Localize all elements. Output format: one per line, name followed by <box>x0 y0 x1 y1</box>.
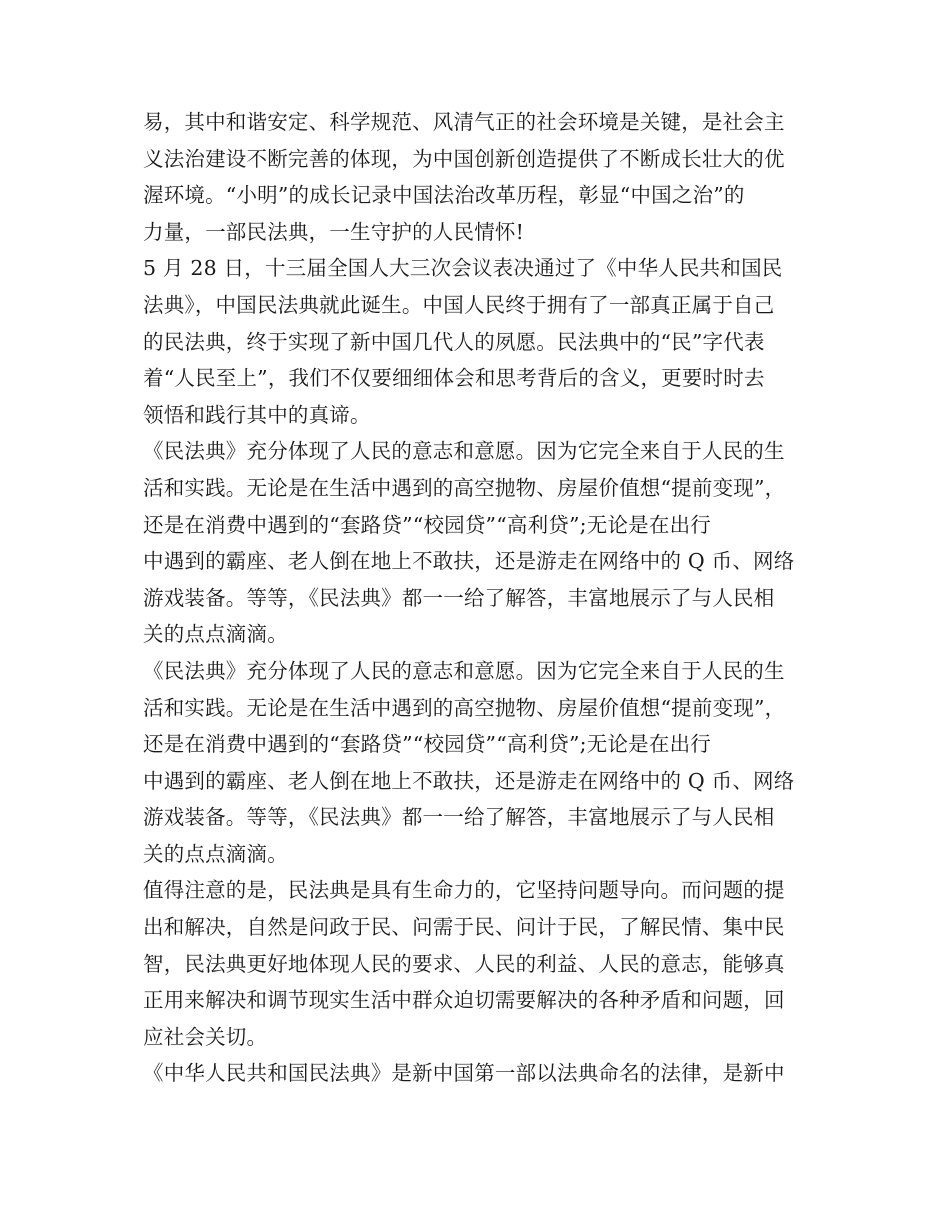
text-line: 领悟和践行其中的真谛。 <box>143 402 371 427</box>
document-body <box>143 104 823 1092</box>
text-line: 智，民法典更好地体现人民的要求、人民的利益、人民的意志，能够真 <box>143 951 785 976</box>
text-line: 游戏装备。等等，《民法典》都一一给了解答，丰富地展示了与人民相 <box>143 805 775 830</box>
text-line: 中遇到的霸座、老人倒在地上不敢扶，还是游走在网络中的 Q 币、网络 <box>143 549 795 574</box>
text-line: 5 月 28 日，十三届全国人大三次会议表决通过了《中华人民共和国民 <box>143 256 783 281</box>
text-line: 应社会关切。 <box>143 1024 268 1049</box>
text-line: 渥环境。“小明”的成长记录中国法治改革历程，彰显“中国之治”的 <box>143 183 745 208</box>
text-line: 还是在消费中遇到的“套路贷”“校园贷”“高利贷”;无论是在出行 <box>143 732 711 757</box>
text-line: 关的点点滴滴。 <box>143 841 288 866</box>
text-line: 关的点点滴滴。 <box>143 622 288 647</box>
text-line: 《中华人民共和国民法典》是新中国第一部以法典命名的法律，是新中 <box>143 1061 785 1086</box>
text-line: 值得注意的是，民法典是具有生命力的，它坚持问题导向。而问题的提 <box>143 878 785 903</box>
text-line: 《民法典》充分体现了人民的意志和意愿。因为它完全来自于人民的生 <box>143 658 785 683</box>
text-line: 力量，一部民法典，一生守护的人民情怀! <box>143 219 525 244</box>
text-line: 游戏装备。等等，《民法典》都一一给了解答，丰富地展示了与人民相 <box>143 585 775 610</box>
text-line: 义法治建设不断完善的体现，为中国创新创造提供了不断成长壮大的优 <box>143 146 785 171</box>
text-line: 活和实践。无论是在生活中遇到的高空抛物、房屋价值想“提前变现”， <box>143 695 786 720</box>
text-line: 易，其中和谐安定、科学规范、风清气正的社会环境是关键，是社会主 <box>143 110 785 134</box>
text-line: 《民法典》充分体现了人民的意志和意愿。因为它完全来自于人民的生 <box>143 439 785 464</box>
text-line: 中遇到的霸座、老人倒在地上不敢扶，还是游走在网络中的 Q 币、网络 <box>143 768 795 793</box>
text-line: 的民法典，终于实现了新中国几代人的夙愿。民法典中的“民”字代表 <box>143 329 765 354</box>
text-line: 法典》，中国民法典就此诞生。中国人民终于拥有了一部真正属于自己 <box>143 292 775 317</box>
text-line: 出和解决，自然是问政于民、问需于民、问计于民，了解民情、集中民 <box>143 915 785 940</box>
text-line: 着“人民至上”，我们不仅要细细体会和思考背后的含义，更要时时去 <box>143 366 765 391</box>
text-line: 还是在消费中遇到的“套路贷”“校园贷”“高利贷”;无论是在出行 <box>143 512 711 537</box>
text-line: 正用来解决和调节现实生活中群众迫切需要解决的各种矛盾和问题，回 <box>143 988 785 1013</box>
text-line: 活和实践。无论是在生活中遇到的高空抛物、房屋价值想“提前变现”， <box>143 475 786 500</box>
